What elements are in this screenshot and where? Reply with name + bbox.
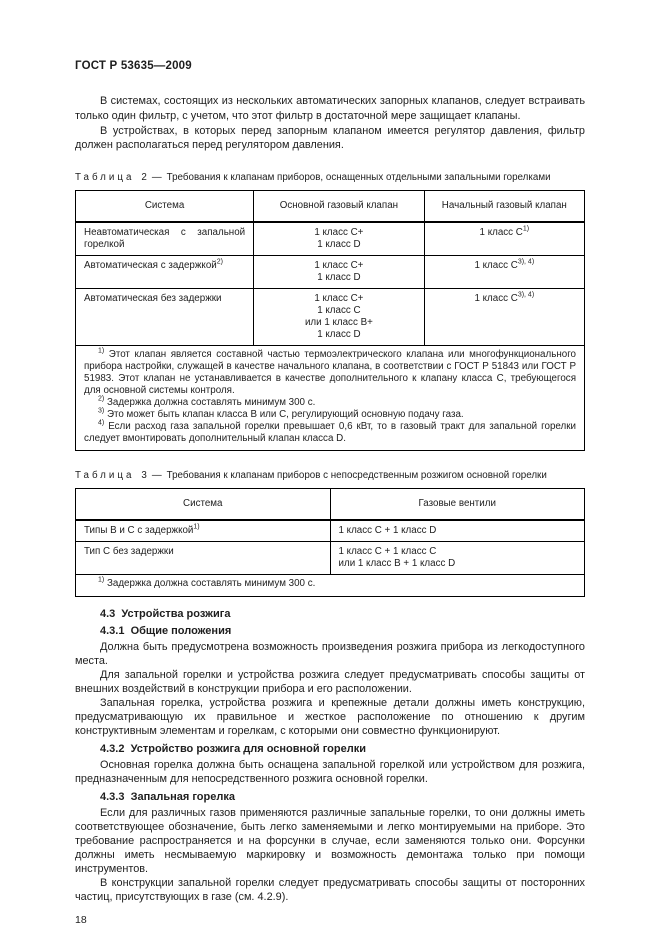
footnote-text: Этот клапан является составной частью термоэлектрического клапана или многофункционального прибора настройки, служащей в качестве начального клапана, в соответствии с ГОСТ Р 51843 или ГОСТ Р 51983. Этот клапан не устанавливается в качестве дополнительного к клапану класса С, требующегося для основной системы контроля. bbox=[84, 349, 576, 396]
table-row bbox=[76, 542, 585, 575]
intro-paragraph-2: В устройствах, в которых перед запорным клапаном имеется регулятор давления, фильтр должен располагаться перед регулятором давления. bbox=[75, 124, 585, 152]
table2-caption bbox=[75, 172, 585, 183]
cell-line: 1 класс С + 1 класс С bbox=[338, 546, 437, 558]
table2-row1-main-valve bbox=[254, 222, 425, 256]
table-row bbox=[76, 289, 585, 346]
table-row bbox=[76, 222, 585, 256]
table3-caption bbox=[75, 470, 585, 481]
footnote-marker: 1) bbox=[98, 577, 105, 585]
table3-footnotes-cell bbox=[76, 575, 585, 597]
section-4-3-2-paragraph-1: Основная горелка должна быть оснащена запальной горелкой или устройством для розжига, предназначенным для непосредственного розжига основной горелки. bbox=[75, 759, 585, 786]
table2-row1-system bbox=[76, 222, 254, 256]
footnote-text: Если расход газа запальной горелки превышает 0,6 кВт, то в газовый тракт для запальной горелки следует вмонтировать дополнительный клапан класса D. bbox=[84, 420, 576, 444]
table3-caption-label: Таблица bbox=[75, 470, 135, 482]
table2-caption-dash: — bbox=[151, 172, 162, 184]
table2-row2-main-valve bbox=[254, 256, 425, 289]
table3-row2-system bbox=[76, 542, 331, 575]
cell-line: 1 класс D bbox=[317, 239, 361, 251]
footnote-marker: 2) bbox=[98, 395, 105, 403]
section-4-3-3-paragraph-1: Если для различных газов применяются различные запальные горелки, то они должны иметь соответствующее обозначение, быть легко заменяемыми и легко монтируемыми на приборе. Это требование распространяется и на форсунки в случае, если заменяются только они. Форсунки должны иметь несмываемую маркировку и возможность демонтажа только при помощи инструментов. bbox=[75, 807, 585, 876]
footnote-marker: 3) bbox=[98, 407, 105, 415]
intro-paragraph-1: В системах, состоящих из нескольких автоматических запорных клапанов, следует встраивать только один фильтр, с учетом, что этот фильтр в достаточной мере защищает клапаны. bbox=[75, 95, 585, 122]
cell-text: 1 класс С bbox=[479, 227, 523, 239]
cell-line: 1 класс С+ bbox=[314, 260, 364, 272]
table2-header-initial-valve: Начальный газовый клапан bbox=[424, 191, 584, 223]
table2-row3-initial-valve bbox=[424, 289, 584, 346]
cell-text: 1 класс С bbox=[474, 260, 518, 272]
cell-line: 1 класс С+ bbox=[314, 227, 364, 239]
table3-footnotes-row bbox=[76, 575, 585, 597]
table2-row3-system bbox=[76, 289, 254, 346]
cell-text: Автоматическая без задержки bbox=[84, 293, 222, 305]
section-heading-4-3-3: 4.3.3 Запальная горелка bbox=[100, 791, 235, 804]
section-4-3-3-paragraph-2: В конструкции запальной горелки следует предусматривать способы защиты от посторонних частиц, присутствующих в газе (см. 4.2.9). bbox=[75, 877, 585, 904]
footnote-ref: 3), 4) bbox=[517, 291, 535, 299]
table2 bbox=[75, 190, 585, 451]
doc-number: ГОСТ Р 53635—2009 bbox=[75, 60, 192, 72]
page-number: 18 bbox=[75, 914, 87, 927]
table2-footnote-2 bbox=[84, 397, 576, 409]
table2-header-system: Система bbox=[76, 191, 254, 223]
table3-header-system: Система bbox=[76, 489, 331, 521]
cell-line: 1 класс С bbox=[317, 305, 361, 317]
section-heading-4-3-2: 4.3.2 Устройство розжига для основной горелки bbox=[100, 743, 366, 756]
table3-row2-valves bbox=[330, 542, 585, 575]
cell-text: Автоматическая с задержкой bbox=[84, 260, 217, 272]
section-heading-4-3-1: 4.3.1 Общие положения bbox=[100, 625, 232, 638]
cell-text: Типы В и С с задержкой bbox=[84, 525, 194, 537]
table2-footnotes-row bbox=[76, 346, 585, 451]
cell-line: или 1 класс В+ bbox=[304, 317, 373, 329]
table-row bbox=[76, 256, 585, 289]
table3-caption-number: 3 bbox=[141, 470, 147, 482]
cell-text: Тип С без задержки bbox=[84, 546, 174, 558]
table2-row3-main-valve bbox=[254, 289, 425, 346]
cell-line: 1 класс С+ bbox=[314, 293, 364, 305]
footnote-text: Задержка должна составлять минимум 300 с. bbox=[106, 396, 316, 408]
section-heading-4-3: 4.3 Устройства розжига bbox=[100, 608, 231, 621]
cell-text: Неавтоматическая с запальной горелкой bbox=[84, 227, 246, 251]
footnote-marker: 1) bbox=[98, 347, 105, 355]
section-4-3-1-paragraph-2: Для запальной горелки и устройства розжига следует предусматривать способы защиты от внешних воздействий в конструкции прибора и его расположении. bbox=[75, 669, 585, 696]
footnote-text: Это может быть клапан класса В или С, регулирующий основную подачу газа. bbox=[106, 408, 464, 420]
table-row bbox=[76, 520, 585, 542]
footnote-ref: 3), 4) bbox=[517, 258, 535, 266]
footnote-marker: 4) bbox=[98, 419, 105, 427]
cell-line: 1 класс С + 1 класс D bbox=[338, 525, 437, 537]
cell-text: 1 класс С bbox=[474, 293, 518, 305]
footnote-text: Задержка должна составлять минимум 300 с. bbox=[106, 578, 316, 590]
table2-caption-label: Таблица bbox=[75, 172, 135, 184]
table3-header-row bbox=[76, 489, 585, 521]
footnote-ref: 1) bbox=[522, 225, 530, 233]
cell-line: или 1 класс В + 1 класс D bbox=[338, 558, 456, 570]
table2-footnotes-cell bbox=[76, 346, 585, 451]
table3-row1-system bbox=[76, 520, 331, 542]
table3-caption-dash: — bbox=[151, 470, 162, 482]
table3-row1-valves bbox=[330, 520, 585, 542]
section-4-3-1-paragraph-1: Должна быть предусмотрена возможность произведения розжига прибора из легкодоступного места. bbox=[75, 641, 585, 668]
footnote-ref: 2) bbox=[216, 258, 223, 266]
table3-caption-text: Требования к клапанам приборов с непосредственным розжигом основной горелки bbox=[166, 470, 547, 482]
body-sections bbox=[75, 608, 585, 904]
table2-caption-text: Требования к клапанам приборов, оснащенных отдельными запальными горелками bbox=[166, 172, 551, 184]
table3-header-valves: Газовые вентили bbox=[330, 489, 585, 521]
footnote-ref: 1) bbox=[193, 524, 200, 532]
table2-footnote-4 bbox=[84, 421, 576, 445]
cell-line: 1 класс D bbox=[317, 272, 361, 284]
section-4-3-1-paragraph-3: Запальная горелка, устройства розжига и крепежные детали должны иметь конструкцию, предусматривающую их правильное и жесткое расположение по отношению к другим конструктивным элементам и горелкам, с которыми они совместно функционируют. bbox=[75, 697, 585, 738]
table2-row2-initial-valve bbox=[424, 256, 584, 289]
table2-caption-number: 2 bbox=[141, 172, 147, 184]
table2-row1-initial-valve bbox=[424, 222, 584, 256]
table2-footnote-1 bbox=[84, 349, 576, 397]
table3-footnote-1 bbox=[84, 578, 576, 590]
table2-header-row bbox=[76, 191, 585, 223]
table2-row2-system bbox=[76, 256, 254, 289]
table2-header-main-valve: Основной газовый клапан bbox=[254, 191, 425, 223]
table3 bbox=[75, 488, 585, 597]
cell-line: 1 класс D bbox=[317, 329, 361, 341]
table2-footnote-3 bbox=[84, 409, 576, 421]
